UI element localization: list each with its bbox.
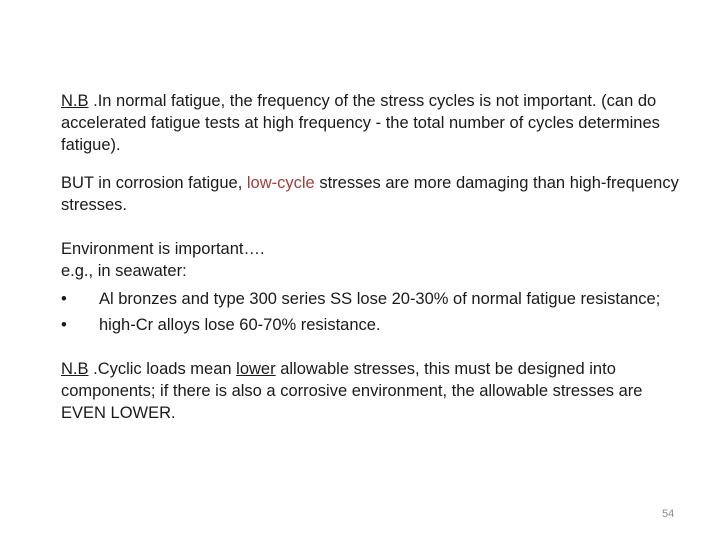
bullet-text: Al bronzes and type 300 series SS lose 20-30% of normal fatigue resistance; — [99, 290, 661, 308]
underlined-lower: lower — [236, 360, 276, 378]
bullet-item — [61, 288, 691, 310]
paragraph-text-post: stresses are more damaging than high-frequency stresses. — [61, 174, 679, 214]
highlight-low-cycle: low-cycle — [246, 174, 315, 192]
bullet-item — [61, 314, 691, 336]
bullet-text: high-Cr alloys lose 60-70% resistance. — [99, 316, 381, 334]
seawater-line: e.g., in seawater: — [61, 262, 187, 280]
paragraph-text-pre: BUT in corrosion fatigue, — [61, 174, 247, 192]
bullet-icon: • — [61, 290, 67, 308]
slide-body — [61, 90, 691, 424]
paragraph-text: In normal fatigue, the frequency of the stress cycles is not important. (can do accelerated fatigue tests at high frequency - the total number of cycles determines fatigue). — [61, 92, 660, 154]
paragraph-text-post: allowable stresses, this must be designed into components; if there is also a corrosive environment, the allowable stresses are EVEN LOWER. — [61, 360, 643, 422]
nb-separator: . — [88, 360, 98, 378]
paragraph-cyclic-loads — [61, 358, 691, 424]
paragraph-corrosion-fatigue — [61, 172, 691, 216]
page-number: 54 — [662, 508, 675, 520]
paragraph-environment — [61, 238, 691, 336]
nb-separator: . — [88, 92, 98, 110]
paragraph-text-pre: Cyclic loads mean — [97, 360, 237, 378]
bullet-icon: • — [61, 316, 67, 334]
environment-line: Environment is important…. — [61, 240, 265, 258]
nb-label: N.B — [61, 92, 89, 110]
paragraph-normal-fatigue — [61, 90, 691, 156]
nb-label: N.B — [61, 360, 89, 378]
